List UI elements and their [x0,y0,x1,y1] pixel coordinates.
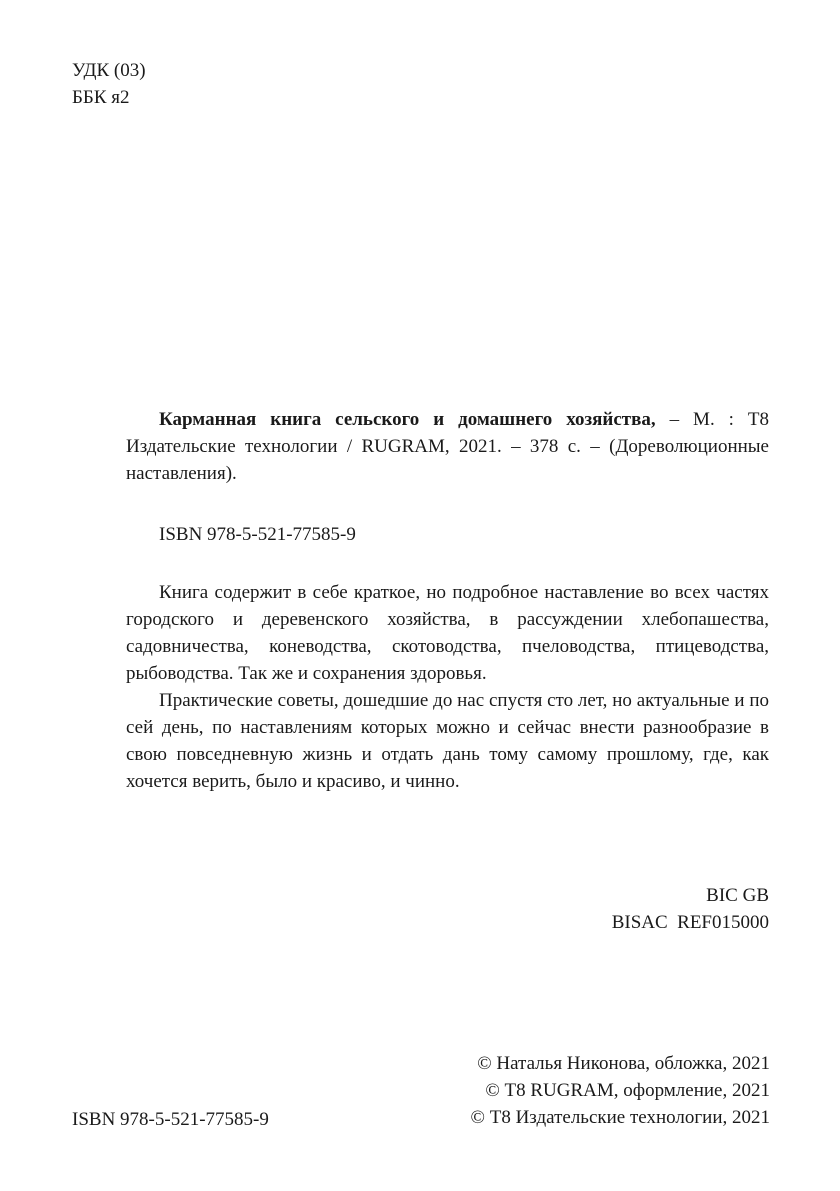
copyright-cover: © Наталья Никонова, обложка, 2021 [477,1053,770,1074]
bibliographic-details: – М. : Т8 Издательские технологии / RUGRAM, 2021. – 378 с. – (Дореволюционные наставления). [126,409,769,484]
annotation-paragraph-2: Практические советы, дошедшие до нас спустя сто лет, но актуальные и по сей день, по наставлениям которых можно и сейчас внести разнообразие в свою повседневную жизнь и отдать дань тому самому прошлому, где, как хочется верить, было и красиво, и чинно. [126,690,769,792]
udk-code: УДК (03) [72,60,146,81]
copyright-publisher: © Т8 Издательские технологии, 2021 [470,1107,770,1128]
bibliographic-record [126,406,769,487]
subject-codes [612,882,769,936]
classification-block [72,57,146,111]
bic-code: BIC GB [706,885,769,906]
book-title: Карманная книга сельского и домашнего хозяйства, [159,409,656,430]
isbn-bottom: ISBN 978-5-521-77585-9 [72,1109,269,1130]
annotation [126,579,769,795]
copyright-block [444,1050,770,1131]
isbn-main: ISBN 978-5-521-77585-9 [159,524,356,545]
copyright-design: © Т8 RUGRAM, оформление, 2021 [485,1080,770,1101]
bbk-code: ББК я2 [72,87,130,108]
annotation-paragraph-1: Книга содержит в себе краткое, но подробное наставление во всех частях городского и деревенского хозяйства, в рассуждении хлебопашества, садовничества, коневодства, скотоводства, пчеловодства, птицеводства, рыбоводства. Так же и сохранения здоровья. [126,582,769,684]
bisac-code: BISAC REF015000 [611,912,769,933]
